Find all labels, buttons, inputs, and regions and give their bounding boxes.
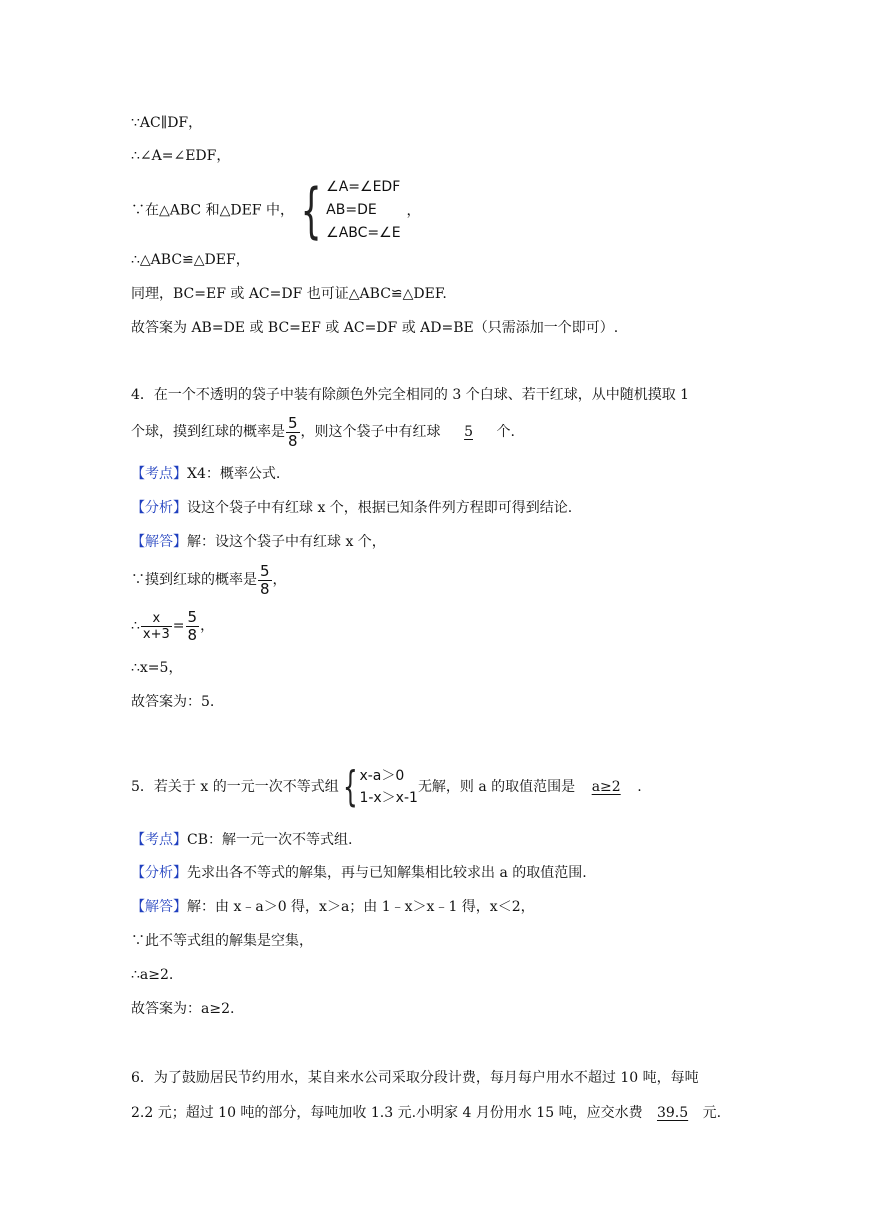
equation-left-fraction xyxy=(141,611,172,642)
q4-jieda xyxy=(131,532,386,552)
q5-stem-mid: 无解，则 a 的取值范围是 xyxy=(417,779,576,795)
fraction-numerator: x xyxy=(141,611,172,627)
fraction-numerator: 5 xyxy=(288,413,298,432)
q4-step-result: ∴x=5， xyxy=(131,660,183,676)
left-brace: { xyxy=(342,762,358,811)
q5-stem-end: . xyxy=(637,779,642,795)
step-comma: ， xyxy=(200,618,215,634)
fraction-denominator: x+3 xyxy=(142,626,170,642)
equals-sign: = xyxy=(172,618,185,634)
fraction-numerator: 5 xyxy=(187,607,198,626)
jieda-text: 解：由 x﹣a＞0 得，x＞a；由 1﹣x＞x﹣1 得，x＜2， xyxy=(187,899,535,915)
q4-stem-end: 个. xyxy=(496,424,515,440)
jieda-tag: 【解答】 xyxy=(131,534,187,550)
q6-stem-line1: 6．为了鼓励居民节约用水，某自来水公司采取分段计费，每月每户用水不超过 10 吨，每吨 xyxy=(131,1070,699,1086)
step-comma: ， xyxy=(272,572,287,588)
inequality-list xyxy=(359,765,418,809)
q5-jieda xyxy=(131,897,535,917)
q4-stem-line2 xyxy=(131,414,515,450)
proof-line-answer: 故答案为 AB=DE 或 BC=EF 或 AC=DF 或 AD=BE（只需添加一个即可）. xyxy=(131,320,619,336)
q5-answer-line: 故答案为：a≥2. xyxy=(131,1001,235,1017)
kaodian-tag: 【考点】 xyxy=(131,466,187,482)
proof-line-similarly: 同理，BC=EF 或 AC=DF 也可证△ABC≌△DEF. xyxy=(131,286,447,302)
proof-line-parallel: ∵AC∥DF， xyxy=(131,115,203,131)
inequality-2: 1-x＞x-1 xyxy=(359,790,418,806)
equation-right-fraction xyxy=(186,609,200,644)
q4-step-equation xyxy=(131,608,214,644)
proof-line-angle: ∴∠A=∠EDF， xyxy=(131,148,231,164)
condition-3: ∠ABC=∠E xyxy=(326,225,401,241)
therefore-symbol: ∴ xyxy=(131,618,140,634)
left-brace: { xyxy=(300,175,322,246)
q4-stem-text: 个球，摸到红球的概率是 xyxy=(131,424,285,440)
fenxi-text: 先求出各不等式的解集，再与已知解集相比较求出 a 的取值范围. xyxy=(187,865,587,881)
system-intro: ∵在△ABC 和△DEF 中， xyxy=(131,202,294,219)
q4-step-probability xyxy=(131,562,287,598)
jieda-text: 解：设这个袋子中有红球 x 个， xyxy=(187,534,386,550)
fraction-numerator: 5 xyxy=(260,561,270,580)
q6-stem-line2 xyxy=(131,1103,721,1123)
kaodian-text: CB：解一元一次不等式组. xyxy=(187,832,353,848)
q6-stem-text: 2.2 元；超过 10 吨的部分，每吨加收 1.3 元.小明家 4 月份用水 15 吨，应交水费 xyxy=(131,1105,643,1121)
q4-stem-mid: ，则这个袋子中有红球 xyxy=(300,424,441,440)
jieda-tag: 【解答】 xyxy=(131,899,187,915)
step-text: ∵摸到红球的概率是 xyxy=(131,572,257,588)
q6-answer-blank: 39.5 xyxy=(656,1105,689,1121)
fenxi-text: 设这个袋子中有红球 x 个，根据已知条件列方程即可得到结论. xyxy=(187,500,573,516)
q6-stem-end: 元. xyxy=(702,1105,722,1121)
q5-stem xyxy=(131,762,642,812)
q5-kaodian xyxy=(131,830,352,850)
fraction-denominator: 8 xyxy=(260,579,270,598)
q5-step-result: ∴a≥2. xyxy=(131,967,174,983)
condition-1: ∠A=∠EDF xyxy=(326,179,401,195)
fenxi-tag: 【分析】 xyxy=(131,865,187,881)
q4-probability-fraction xyxy=(286,415,300,450)
probability-fraction xyxy=(258,563,272,598)
condition-2: AB=DE xyxy=(326,202,377,218)
q4-stem-line1: 4．在一个不透明的袋子中装有除颜色外完全相同的 3 个白球、若干红球，从中随机摸取 1 xyxy=(131,387,690,403)
congruence-conditions xyxy=(326,176,400,245)
proof-line-system xyxy=(131,176,421,245)
fraction-denominator: 8 xyxy=(288,431,298,450)
kaodian-tag: 【考点】 xyxy=(131,832,187,848)
q5-fenxi xyxy=(131,863,587,883)
kaodian-text: X4：概率公式. xyxy=(187,466,281,482)
system-comma: ， xyxy=(406,202,421,219)
q4-kaodian xyxy=(131,464,280,484)
q4-fenxi xyxy=(131,498,572,518)
q4-answer-blank: 5 xyxy=(464,424,473,440)
q4-answer-line: 故答案为：5. xyxy=(131,694,215,710)
inequality-1: x-a＞0 xyxy=(359,768,405,784)
proof-line-congruent: ∴△ABC≌△DEF， xyxy=(131,252,250,268)
fenxi-tag: 【分析】 xyxy=(131,500,187,516)
fraction-denominator: 8 xyxy=(187,625,198,644)
q5-step-empty-set: ∵此不等式组的解集是空集， xyxy=(131,933,313,949)
q5-inequality-system xyxy=(339,762,418,811)
q5-stem-text: 5．若关于 x 的一元一次不等式组 xyxy=(131,779,339,795)
q5-answer-blank: a≥2 xyxy=(591,779,621,795)
